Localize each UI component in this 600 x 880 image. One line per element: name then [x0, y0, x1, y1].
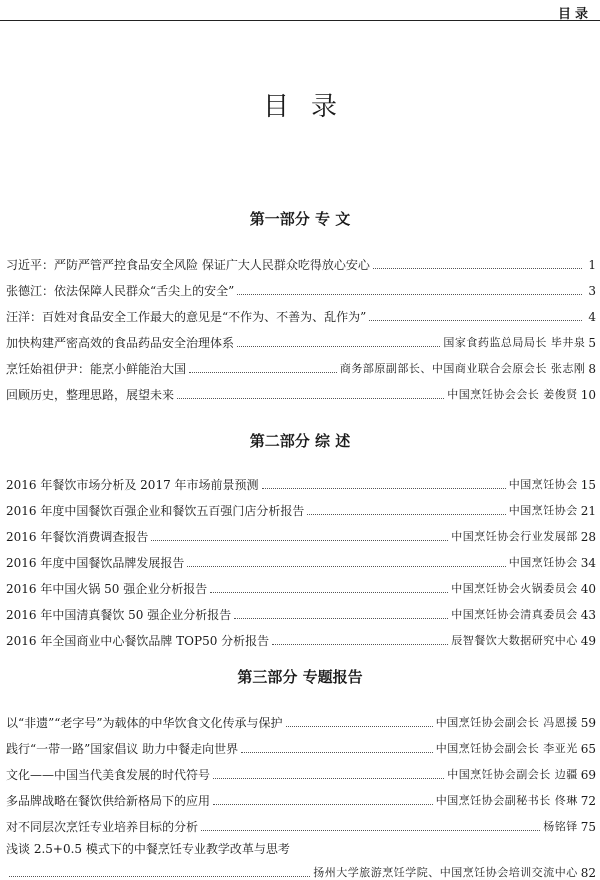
leader-dots — [187, 566, 505, 567]
entry-title: 多品牌战略在餐饮供给新格局下的应用 — [6, 794, 211, 808]
entry-title: 2016 年餐饮市场分析及 2017 年市场前景预测 — [6, 478, 259, 492]
toc-entry[interactable] — [6, 272, 596, 298]
entry-page: 8 — [588, 362, 596, 376]
entry-title: 2016 年中国清真餐饮 50 强企业分析报告 — [6, 608, 232, 622]
leader-dots — [177, 398, 444, 399]
entry-author: 中国烹饪协会 — [508, 478, 578, 491]
toc-entry[interactable] — [6, 544, 596, 570]
toc-entry[interactable] — [6, 324, 596, 350]
section-heading-1: 第一部分 专 文 — [249, 210, 351, 228]
toc-entry[interactable] — [6, 596, 596, 622]
leader-dots — [9, 876, 310, 877]
section-heading-2: 第二部分 综 述 — [249, 432, 351, 450]
entry-author: 中国烹饪协会行业发展部 — [451, 530, 578, 543]
entry-page: 75 — [580, 820, 596, 834]
entry-title: 2016 年全国商业中心餐饮品牌 TOP50 分析报告 — [6, 634, 270, 648]
entry-page: 15 — [580, 478, 596, 492]
leader-dots — [272, 644, 448, 645]
toc-entry[interactable] — [6, 376, 596, 402]
leader-dots — [237, 346, 440, 347]
entry-page: 1 — [588, 258, 596, 272]
toc-entry[interactable] — [6, 350, 596, 376]
entry-author: 国家食药监总局局长 毕井泉 — [443, 336, 586, 349]
leader-dots — [213, 804, 433, 805]
toc-entry[interactable] — [6, 466, 596, 492]
toc-entry[interactable] — [6, 518, 596, 544]
entry-author: 辰智餐饮大数据研究中心 — [451, 634, 578, 647]
entry-page: 43 — [580, 608, 596, 622]
leader-dots — [286, 726, 433, 727]
entry-title: 烹饪始祖伊尹：能烹小鲜能治大国 — [6, 362, 187, 376]
entry-title: 2016 年度中国餐饮品牌发展报告 — [6, 556, 185, 570]
toc-entry-continuation[interactable] — [6, 856, 596, 880]
leader-dots — [234, 618, 448, 619]
leader-dots — [369, 320, 582, 321]
entry-title: 浅谈 2.5+0.5 模式下的中餐烹饪专业教学改革与思考 — [6, 842, 290, 856]
toc-entry[interactable] — [6, 730, 596, 756]
entry-page: 4 — [588, 310, 596, 324]
entry-author: 中国烹饪协会副会长 边疆 — [447, 768, 578, 781]
entry-title: 回顾历史，整理思路，展望未来 — [6, 388, 175, 402]
leader-dots — [262, 488, 506, 489]
entry-page: 34 — [580, 556, 596, 570]
running-header: 目录 — [557, 7, 592, 22]
entry-title: 汪洋：百姓对食品安全工作最大的意见是“不作为、不善为、乱作为” — [6, 310, 367, 324]
entry-page: 5 — [588, 336, 596, 350]
toc-entry-title-line[interactable] — [6, 834, 596, 856]
toc-entry[interactable] — [6, 782, 596, 808]
leader-dots — [241, 752, 433, 753]
leader-dots — [213, 778, 444, 779]
entry-title: 习近平：严防严管严控食品安全风险 保证广大人民群众吃得放心安心 — [6, 258, 370, 272]
leader-dots — [210, 592, 448, 593]
entry-author: 中国烹饪协会 — [508, 556, 578, 569]
entry-page: 10 — [580, 388, 596, 402]
page-title: 目录 — [262, 92, 359, 122]
section-2-entries — [6, 466, 596, 648]
entry-author: 中国烹饪协会会长 姜俊贤 — [447, 388, 578, 401]
entry-author: 中国烹饪协会副会长 李亚光 — [435, 742, 578, 755]
entry-title: 张德江：依法保障人民群众“舌尖上的安全” — [6, 284, 235, 298]
entry-page: 49 — [580, 634, 596, 648]
toc-entry[interactable] — [6, 808, 596, 834]
entry-author: 商务部原副部长、中国商业联合会原会长 张志刚 — [339, 362, 586, 375]
section-1-entries — [6, 246, 596, 402]
entry-page: 3 — [588, 284, 596, 298]
entry-title: 以“非遗”“老字号”为载体的中华饮食文化传承与保护 — [6, 716, 283, 730]
entry-author: 杨铭铎 — [543, 820, 578, 833]
toc-entry[interactable] — [6, 298, 596, 324]
leader-dots — [307, 514, 505, 515]
entry-author: 中国烹饪协会火锅委员会 — [451, 582, 578, 595]
leader-dots — [373, 268, 583, 269]
toc-entry[interactable] — [6, 756, 596, 782]
entry-title: 践行“一带一路”国家倡议 助力中餐走向世界 — [6, 742, 239, 756]
entry-page: 65 — [580, 742, 596, 756]
leader-dots — [237, 294, 582, 295]
entry-title: 2016 年中国火锅 50 强企业分析报告 — [6, 582, 208, 596]
entry-page: 69 — [580, 768, 596, 782]
entry-author: 中国烹饪协会清真委员会 — [451, 608, 578, 621]
entry-title: 文化——中国当代美食发展的时代符号 — [6, 768, 211, 782]
entry-title: 2016 年度中国餐饮百强企业和餐饮五百强门店分析报告 — [6, 504, 305, 518]
toc-entry[interactable] — [6, 246, 596, 272]
entry-title: 加快构建严密高效的食品药品安全治理体系 — [6, 336, 235, 350]
entry-author: 中国烹饪协会 — [508, 504, 578, 517]
entry-author: 中国烹饪协会副秘书长 佟琳 — [435, 794, 578, 807]
leader-dots — [189, 372, 337, 373]
entry-author: 中国烹饪协会副会长 冯恩援 — [435, 716, 578, 729]
entry-page: 40 — [580, 582, 596, 596]
toc-entry[interactable] — [6, 622, 596, 648]
toc-entry[interactable] — [6, 570, 596, 596]
entry-author: 扬州大学旅游烹饪学院、中国烹饪协会培训交流中心 — [313, 866, 578, 879]
section-3-entries — [6, 704, 596, 880]
entry-page: 59 — [580, 716, 596, 730]
section-heading-3: 第三部分 专题报告 — [237, 668, 363, 686]
leader-dots — [201, 830, 540, 831]
entry-title: 2016 年餐饮消费调查报告 — [6, 530, 149, 544]
entry-title: 对不同层次烹饪专业培养目标的分析 — [6, 820, 199, 834]
header-rule — [0, 20, 600, 21]
toc-entry[interactable] — [6, 704, 596, 730]
entry-page: 82 — [580, 866, 596, 880]
entry-page: 28 — [580, 530, 596, 544]
toc-entry[interactable] — [6, 492, 596, 518]
leader-dots — [151, 540, 448, 541]
entry-page: 72 — [580, 794, 596, 808]
entry-page: 21 — [580, 504, 596, 518]
